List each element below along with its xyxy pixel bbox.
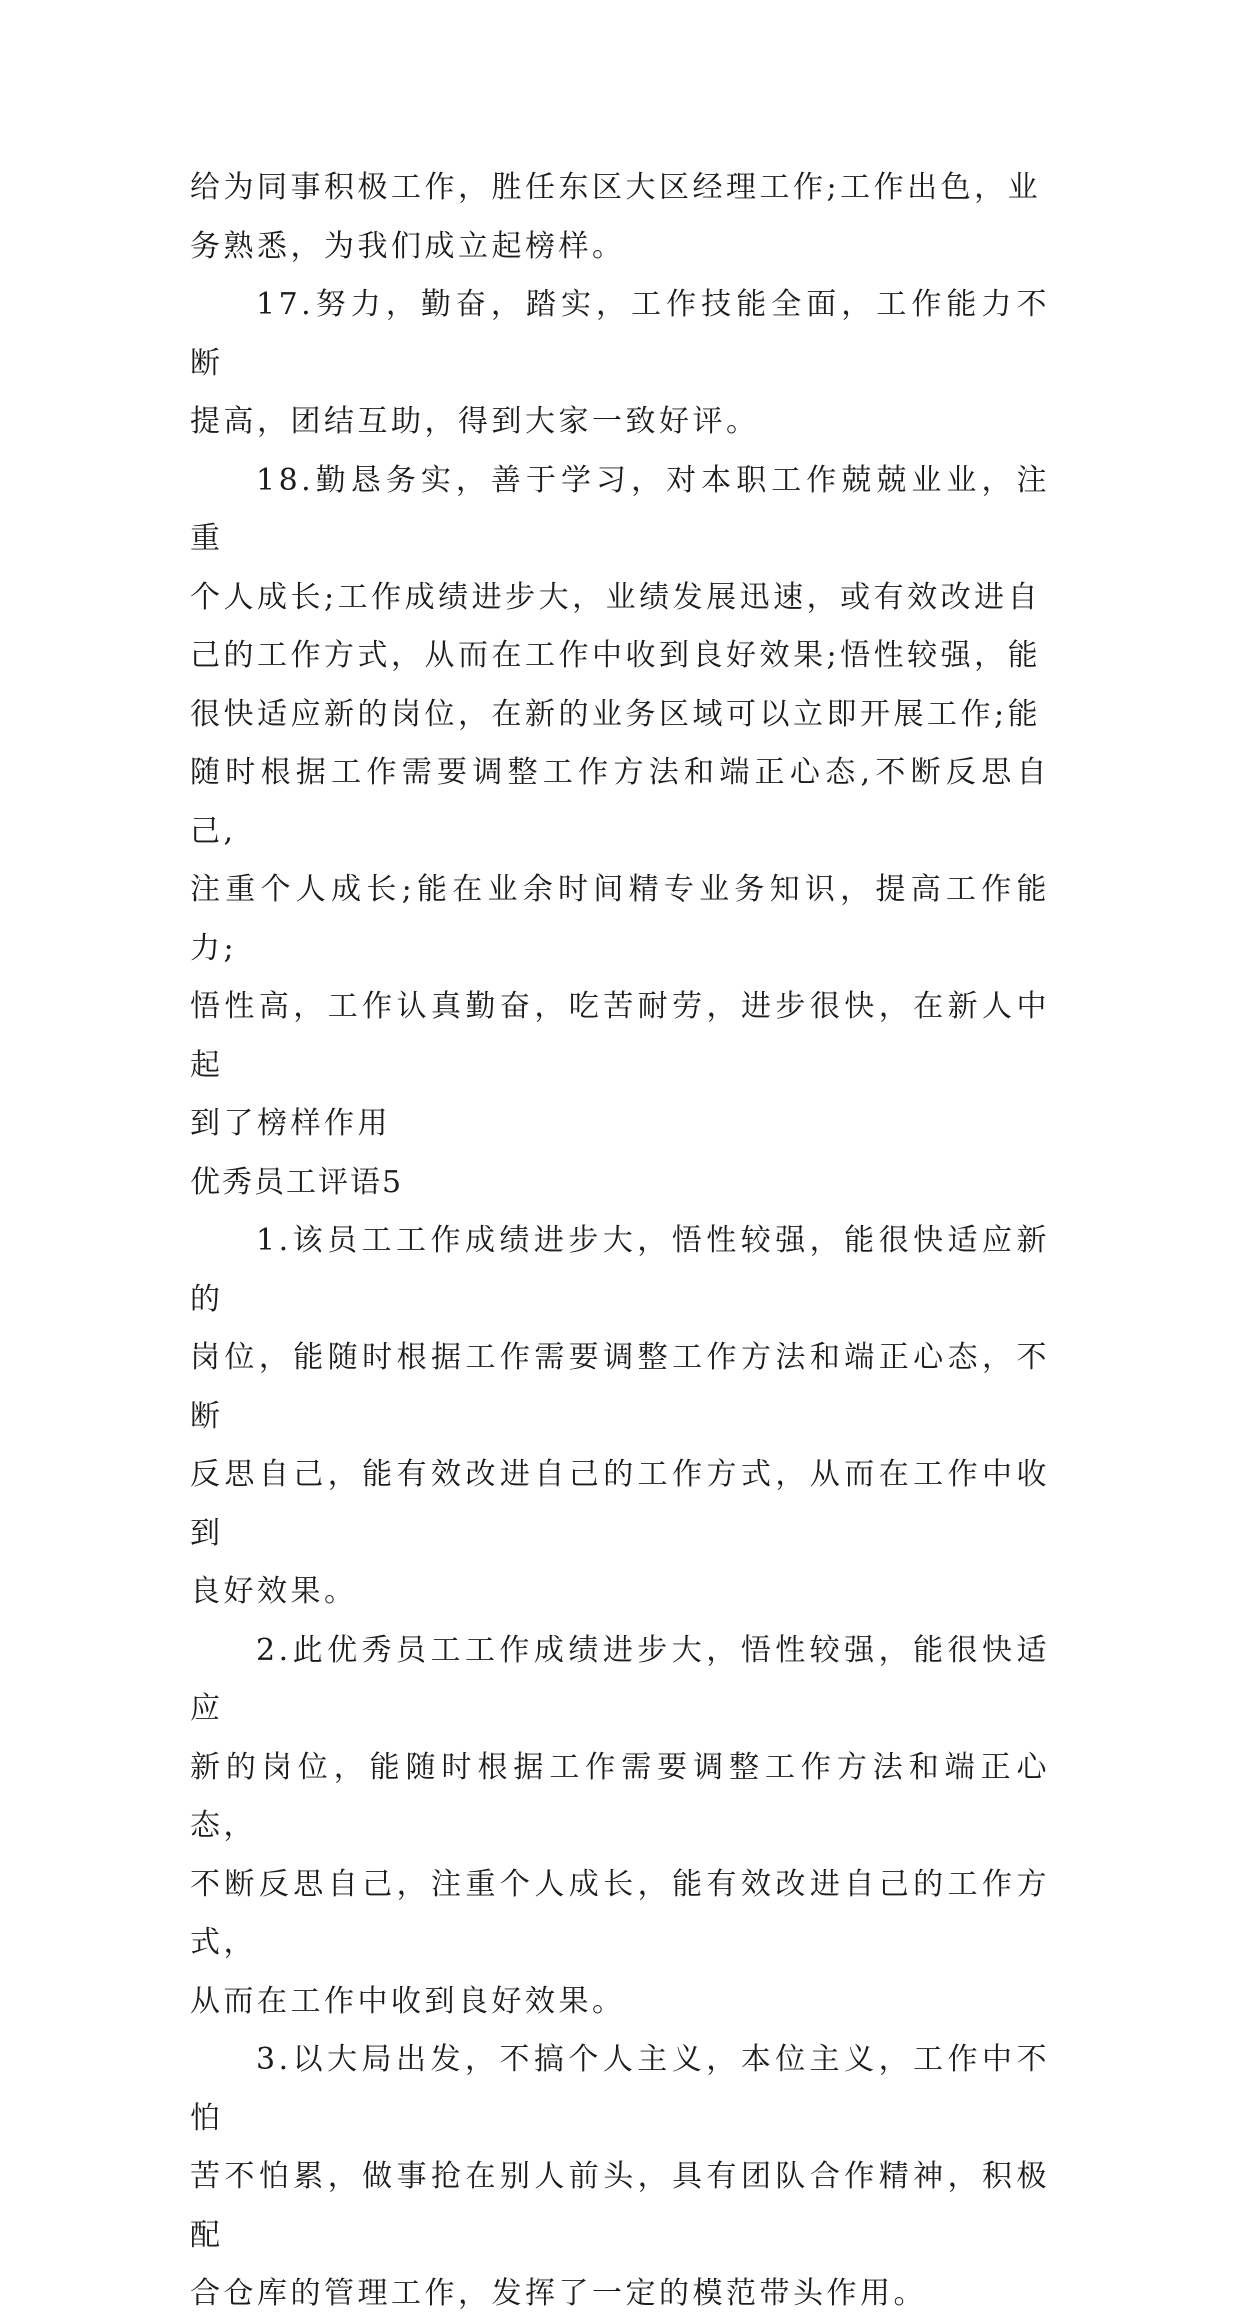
text-line: 17.努力，勤奋，踏实，工作技能全面，工作能力不断 <box>190 287 1050 381</box>
text-line: 注重个人成长;能在业余时间精专业务知识，提高工作能力; <box>190 872 1050 966</box>
section-paragraph-1 <box>190 1212 1050 1622</box>
text-line: 个人成长;工作成绩进步大，业绩发展迅速，或有效改进自 <box>190 579 1042 615</box>
text-line: 提高，团结互助，得到大家一致好评。 <box>190 404 760 439</box>
text-line: 很快适应新的岗位，在新的业务区域可以立即开展工作;能 <box>190 696 1042 732</box>
text-line: 合仓库的管理工作，发挥了一定的模范带头作用。 <box>190 2276 927 2311</box>
text-line: 悟性高，工作认真勤奋，吃苦耐劳，进步很快，在新人中起 <box>190 989 1050 1083</box>
text-line: 18.勤恳务实，善于学习，对本职工作兢兢业业，注重 <box>190 462 1050 556</box>
document-body <box>190 159 1050 2324</box>
text-line: 务熟悉，为我们成立起榜样。 <box>190 228 626 264</box>
text-line: 1.该员工工作成绩进步大，悟性较强，能很快适应新的 <box>190 1223 1050 1317</box>
paragraph-17 <box>190 276 1050 452</box>
section-paragraph-2 <box>190 1622 1050 2032</box>
section-heading: 优秀员工评语5 <box>190 1164 404 1200</box>
text-line: 反思自己，能有效改进自己的工作方式，从而在工作中收到 <box>190 1457 1050 1551</box>
text-line: 新的岗位，能随时根据工作需要调整工作方法和端正心态， <box>190 1749 1050 1843</box>
text-line: 2.此优秀员工工作成绩进步大，悟性较强，能很快适应 <box>190 1632 1050 1726</box>
text-line: 随时根据工作需要调整工作方法和端正心态,不断反思自己, <box>190 755 1050 849</box>
text-line: 给为同事积极工作，胜任东区大区经理工作;工作出色，业 <box>190 170 1042 205</box>
paragraph-18 <box>190 452 1050 1154</box>
section-paragraph-3 <box>190 2031 1050 2324</box>
text-line: 从而在工作中收到良好效果。 <box>190 1983 626 2019</box>
text-line: 良好效果。 <box>190 1574 358 1609</box>
text-line: 不断反思自己，注重个人成长，能有效改进自己的工作方式， <box>190 1866 1050 1960</box>
text-line: 到了榜样作用 <box>190 1106 391 1141</box>
text-line: 己的工作方式，从而在工作中收到良好效果;悟性较强，能 <box>190 638 1042 673</box>
text-line: 苦不怕累，做事抢在别人前头，具有团队合作精神，积极配 <box>190 2159 1050 2253</box>
text-line: 岗位，能随时根据工作需要调整工作方法和端正心态，不断 <box>190 1340 1050 1434</box>
continued-paragraph <box>190 159 1050 276</box>
text-line: 3.以大局出发，不搞个人主义，本位主义，工作中不怕 <box>190 2042 1050 2136</box>
